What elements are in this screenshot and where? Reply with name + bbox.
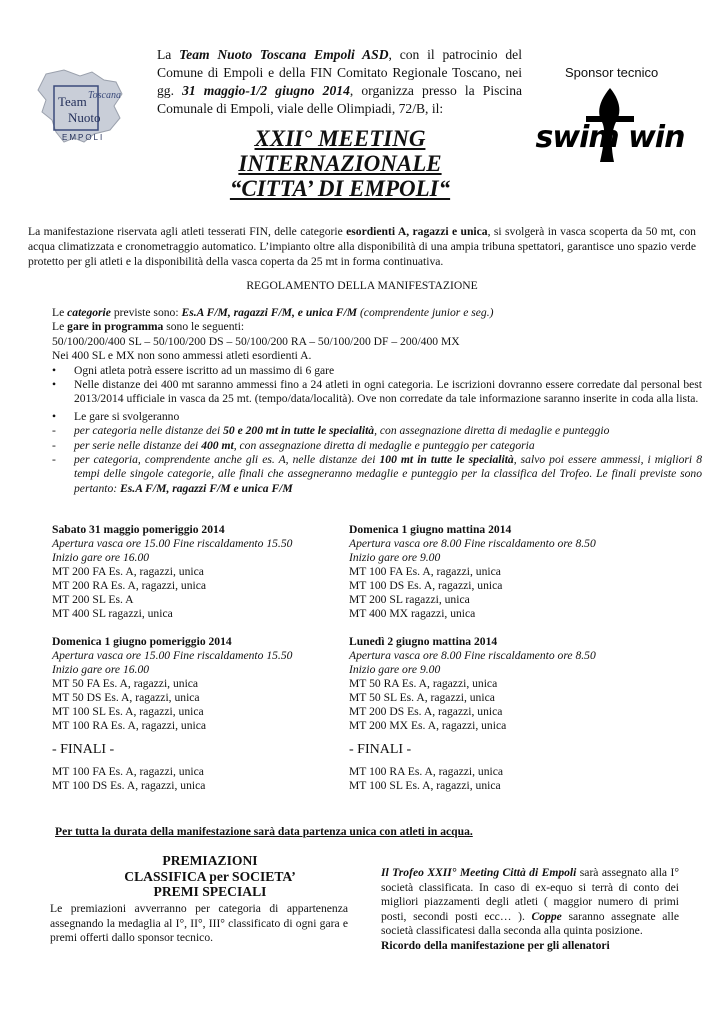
event-item: MT 200 FA Es. A, ragazzi, unica	[52, 565, 204, 578]
gare-line	[52, 320, 702, 334]
intro-paragraph	[157, 46, 522, 118]
rule-dash-item	[52, 439, 702, 453]
trofeo-text: sarà assegnato alla I° società classificata. In caso di ex-equo si terrà di conto dei migliori piazzamenti degli atleti ( maggior numero di primi posti, secondi posti ecc… ).	[381, 866, 679, 923]
trofeo-name: Il Trofeo XXII° Meeting Città di Empoli	[381, 866, 577, 879]
dash-marker: -	[52, 438, 56, 452]
event-item: MT 200 SL ragazzi, unica	[349, 593, 470, 606]
sponsor-label: Sponsor tecnico	[565, 65, 659, 80]
schedule-info: Apertura vasca ore 8.00 Fine riscaldamento ore 8.50	[349, 649, 596, 662]
text: per serie nelle distanze dei	[74, 438, 202, 452]
event-item: MT 50 DS Es. A, ragazzi, unica	[52, 691, 200, 704]
event-item: MT 100 SL Es. A, ragazzi, unica	[52, 705, 204, 718]
rule-bullet	[52, 364, 702, 378]
schedule-title: Sabato 31 maggio pomeriggio 2014	[52, 523, 225, 536]
bullet-icon: •	[52, 378, 57, 392]
text: Le	[52, 320, 68, 334]
team-nuoto-toscana-logo	[34, 68, 134, 148]
schedule-sun-pm	[52, 635, 342, 793]
logo-text-nuoto: Nuoto	[68, 110, 101, 125]
event-item: MT 400 MX ragazzi, unica	[349, 607, 476, 620]
intro-text: , organizza presso la Piscina Comunale di Empoli, viale delle Olimpiadi, 72/B, il:	[157, 83, 523, 116]
text: per categoria, comprendente anche gli es. A, nelle distanze dei	[74, 453, 380, 467]
text-bold: 100 mt in tutte le specialità	[379, 453, 514, 467]
intro-text: La	[157, 47, 180, 62]
final-item: MT 100 DS Es. A, ragazzi, unica	[52, 779, 206, 792]
dash-marker: -	[52, 424, 56, 438]
distances-line: 50/100/200/400 SL – 50/100/200 DS – 50/100/200 RA – 50/100/200 DF – 200/400 MX	[52, 334, 460, 348]
schedule-info: Apertura vasca ore 15.00 Fine riscaldamento 15.50	[52, 537, 293, 550]
rule-text: Ogni atleta potrà essere iscritto ad un massimo di 6 gare	[74, 363, 335, 377]
rule-bullet	[52, 378, 702, 407]
rules-section	[52, 306, 702, 496]
final-item: MT 100 RA Es. A, ragazzi, unica	[349, 765, 504, 778]
bullet-icon: •	[52, 409, 57, 423]
event-item: MT 50 FA Es. A, ragazzi, unica	[52, 677, 199, 690]
rule-dash-item	[52, 453, 702, 496]
text: per categoria nelle distanze dei	[74, 424, 224, 438]
schedule-info: Apertura vasca ore 15.00 Fine riscaldamento 15.50	[52, 649, 293, 662]
title-line: INTERNAZIONALE	[238, 151, 442, 176]
categories-line	[52, 306, 702, 320]
text-bold: 400 mt	[201, 438, 234, 452]
schedule-info: Inizio gare ore 16.00	[52, 663, 150, 676]
categories-word: categorie	[67, 306, 111, 319]
ricordo-line: Ricordo della manifestazione per gli allenatori	[381, 938, 610, 952]
premiazioni-text: Le premiazioni avverranno per categoria di appartenenza assegnando la medaglia al I°, II°, III° classificato di ogni gara e premi offerti dallo sponsor tecnico.	[50, 902, 348, 944]
event-item: MT 200 SL Es. A	[52, 593, 134, 606]
event-item: MT 50 SL Es. A, ragazzi, unica	[349, 691, 495, 704]
premiazioni-heading	[50, 853, 370, 900]
team-name: Team Nuoto Toscana Empoli ASD	[179, 47, 389, 62]
schedule-title: Domenica 1 giugno pomeriggio 2014	[52, 635, 232, 648]
event-item: MT 100 RA Es. A, ragazzi, unica	[52, 719, 207, 732]
description-categories: esordienti A, ragazzi e unica	[346, 225, 488, 238]
swimwin-logo	[530, 86, 690, 176]
event-item: MT 200 MX Es. A, ragazzi, unica	[349, 719, 507, 732]
rule-text: Le gare si svolgeranno	[74, 409, 180, 423]
heading-line: CLASSIFICA per SOCIETA’	[124, 868, 296, 884]
text: Le	[52, 306, 68, 319]
schedule-sat-pm	[52, 523, 342, 621]
trofeo-text: saranno assegnate alle società classificatesi dalla seconda alla quinta posizione.	[381, 909, 679, 937]
text: previste sono:	[110, 306, 182, 319]
rule-dash-item	[52, 424, 702, 438]
event-item: MT 100 FA Es. A, ragazzi, unica	[349, 565, 501, 578]
schedule-info: Apertura vasca ore 8.00 Fine riscaldamento ore 8.50	[349, 537, 596, 550]
event-item: MT 200 DS Es. A, ragazzi, unica	[349, 705, 503, 718]
coppe-word: Coppe	[531, 909, 562, 923]
logo-text-team: Team	[58, 94, 87, 109]
event-item: MT 400 SL ragazzi, unica	[52, 607, 173, 620]
description-text: La manifestazione riservata agli atleti tesserati FIN, delle categorie	[28, 225, 347, 238]
bullet-icon: •	[52, 363, 57, 377]
text: , con assegnazione diretta di medaglie e punteggio	[374, 424, 610, 438]
trofeo-paragraph	[381, 866, 679, 953]
text-bold: 50 e 200 mt in tutte le specialità	[223, 424, 375, 438]
schedule-title: Domenica 1 giugno mattina 2014	[349, 523, 512, 536]
logo-text-empoli: EMPOLI	[62, 133, 105, 142]
rule-text: Nelle distanze dei 400 mt saranno ammessi fino a 24 atleti in ogni categoria. Le iscrizioni dovranno essere corredate dal personal best 2013/2014 ufficiale in vasca da 25 mt. (tempo/data/località). Ove non corredate da tale informazione saranno inserite in coda alla lista.	[74, 378, 702, 406]
description-text: , si svolgerà in vasca scoperta da 50 mt, con acqua climatizzata e cronometraggio automatico. L’impianto oltre alla disponibilità di una ampia tribuna spettatori, garantisce uno spazio verde protetto per gli atleti e la disponibilità della vasca coperta da 25 mt in forma continuativa.	[28, 225, 696, 268]
text: , salvo poi essere ammessi, i migliori 8 tempi delle singole categorie, alle finali che assegneranno medaglie e punteggio per la classifica del Trofeo. Le finali previste sono pertanto:	[74, 453, 702, 495]
start-footnote: Per tutta la durata della manifestazione sarà data partenza unica con atleti in acqua.	[55, 825, 473, 838]
schedule-sun-am	[349, 523, 639, 621]
schedule-info: Inizio gare ore 9.00	[349, 551, 441, 564]
event-item: MT 50 RA Es. A, ragazzi, unica	[349, 677, 498, 690]
regulation-title: REGOLAMENTO DELLA MANIFESTAZIONE	[246, 279, 478, 292]
final-item: MT 100 SL Es. A, ragazzi, unica	[349, 779, 501, 792]
finals-label: - FINALI -	[52, 742, 115, 757]
title-line: “CITTA’ DI EMPOLI“	[229, 176, 451, 201]
event-dates: 31 maggio-1/2 giugno 2014	[182, 83, 350, 98]
dash-marker: -	[52, 453, 56, 467]
note-400-line: Nei 400 SL e MX non sono ammessi atleti esordienti A.	[52, 349, 312, 363]
schedule-title: Lunedì 2 giugno mattina 2014	[349, 635, 498, 648]
swimwin-logo-text: swim win	[535, 120, 685, 155]
heading-line: PREMI SPECIALI	[153, 884, 267, 899]
event-item: MT 100 DS Es. A, ragazzi, unica	[349, 579, 503, 592]
meeting-title	[150, 126, 530, 201]
schedule-info: Inizio gare ore 16.00	[52, 551, 150, 564]
final-item: MT 100 FA Es. A, ragazzi, unica	[52, 765, 204, 778]
schedule-mon-am	[349, 635, 639, 793]
categories-note: (comprendente junior e seg.)	[357, 306, 494, 319]
intro-text: , con il patrocinio del Comune di Empoli e della FIN Comitato Regionale Toscano, nei gg.	[157, 47, 522, 98]
title-line: XXII° MEETING	[254, 126, 426, 151]
gare-word: gare in programma	[67, 320, 164, 334]
rule-bullet	[52, 410, 702, 424]
text: , con assegnazione diretta di medaglie e punteggio per categoria	[233, 438, 535, 452]
schedule-info: Inizio gare ore 9.00	[349, 663, 441, 676]
categories-list: Es.A F/M, ragazzi F/M, e unica F/M	[181, 306, 358, 319]
logo-text-toscana: Toscana	[88, 90, 121, 101]
text: sono le seguenti:	[163, 320, 245, 334]
event-item: MT 200 RA Es. A, ragazzi, unica	[52, 579, 207, 592]
finals-label: - FINALI -	[349, 742, 412, 757]
event-description	[28, 224, 696, 269]
finals-categories: Es.A F/M, ragazzi F/M e unica F/M	[120, 481, 293, 495]
heading-line: PREMIAZIONI	[162, 853, 258, 868]
